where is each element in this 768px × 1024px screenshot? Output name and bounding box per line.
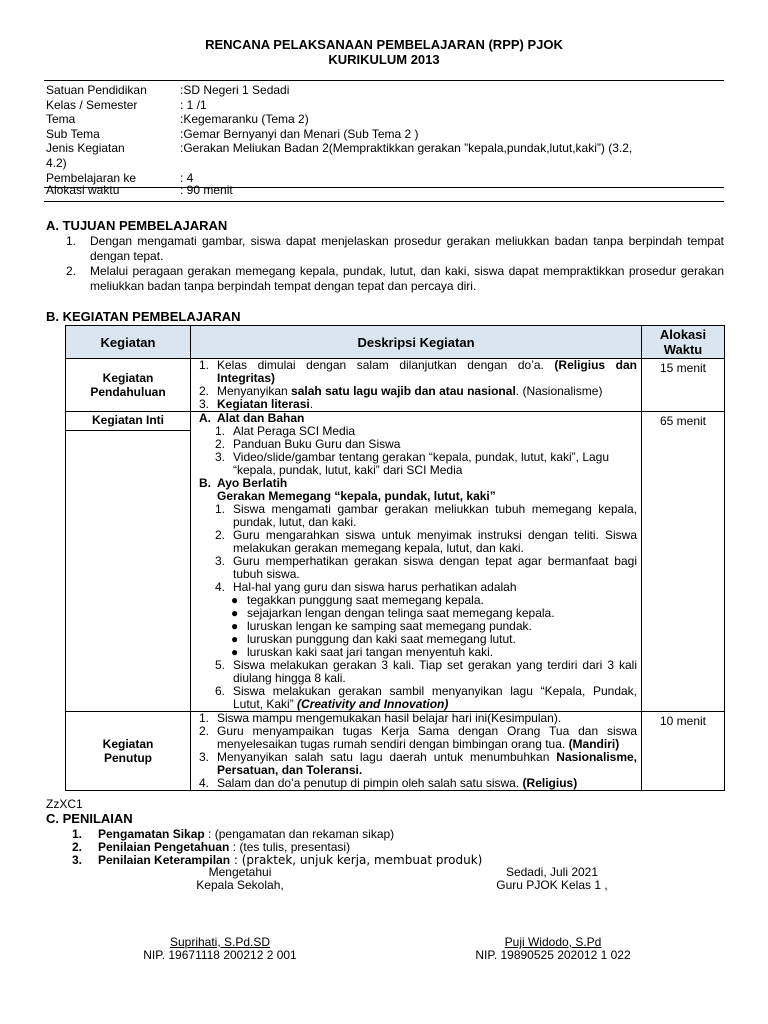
value-tag: (Creativity and Innovation) — [297, 697, 449, 711]
table-row-inti — [66, 412, 725, 712]
identity-label: Alokasi waktu — [46, 183, 120, 198]
item-number: 3. — [72, 853, 83, 867]
bullet-text: sejajarkan lengan dengan telinga saat memegang kepala. — [247, 606, 555, 620]
right-sign-line2: Guru PJOK Kelas 1 , — [496, 878, 608, 892]
identity-label: Pembelajaran ke — [46, 170, 137, 185]
item-after-text: . — [309, 397, 314, 411]
subsection-subtitle: Gerakan Memegang “kepala, pundak, lutut, kaki” — [217, 489, 496, 503]
identity-rule-bottom — [44, 201, 724, 202]
list-item — [195, 398, 637, 411]
column-header-deskripsi: Deskripsi Kegiatan — [191, 326, 642, 359]
left-signature-block — [140, 866, 340, 892]
identity-row-jenis-cont — [46, 156, 726, 171]
activity-time: 65 menit — [642, 412, 725, 712]
table-header-row — [66, 326, 725, 359]
bullet-icon: ● — [231, 632, 239, 646]
value-tag: (Religius) — [522, 776, 578, 790]
item-number: 1. — [72, 827, 83, 841]
item-text: Siswa mampu mengemukakan hasil belajar hari ini(Kesimpulan). — [217, 711, 562, 725]
value-tag: Nasionalisme, Persatuan, dan Toleransi. — [217, 750, 637, 777]
item-text: Siswa mengamati gambar gerakan meliukkan tubuh memegang kepala, pundak, lutut, dan kaki. — [233, 502, 637, 529]
identity-value: :Gerakan Meliukan Badan 2(Mempraktikkan gerakan ”kepala,pundak,lutut,kaki”) (3.2, — [180, 141, 633, 156]
item-number: 1. — [199, 711, 210, 725]
identity-row-tema — [46, 112, 726, 127]
objective-number: 1. — [66, 234, 77, 248]
list-item — [195, 685, 637, 711]
list-item — [195, 451, 637, 477]
activity-table — [65, 325, 725, 791]
identity-label: Satuan Pendidikan — [46, 83, 147, 97]
item-number: 4. — [199, 776, 210, 790]
identity-value: : 4 — [180, 170, 194, 185]
bullet-icon: ● — [231, 606, 239, 620]
identity-row-kelas — [46, 98, 726, 113]
item-number: 1. — [199, 358, 210, 372]
item-number: 6. — [215, 684, 226, 698]
item-text: Video/slide/gambar tentang gerakan “kepala, pundak, lutut, kaki”, Lagu “kepala, pundak, lutut, kaki” dari SCI Media — [233, 450, 610, 477]
item-number: 4. — [215, 580, 226, 594]
activity-description — [191, 712, 642, 791]
list-item — [195, 725, 637, 751]
column-header-alokasi: Alokasi Waktu — [642, 326, 725, 359]
objective-text: Dengan mengamati gambar, siswa dapat menjelaskan prosedur gerakan meliukkan badan tanpa berpindah tempat dengan tepat. — [90, 234, 724, 263]
assessment-text: : (pengamatan dan rekaman sikap) — [204, 827, 395, 841]
identity-block — [46, 83, 726, 197]
item-text: Salam dan do’a penutup di pimpin oleh salah satu siswa. — [217, 776, 523, 790]
item-number: 3. — [215, 554, 226, 568]
list-item — [195, 503, 637, 529]
principal-name: Suprihati, S.Pd.SD — [169, 935, 271, 949]
item-text: Panduan Buku Guru dan Siswa — [233, 437, 401, 451]
item-number: 5. — [215, 658, 226, 672]
section-b-heading: B. KEGIATAN PEMBELAJARAN — [46, 309, 241, 324]
identity-value: :Kegemaranku (Tema 2) — [180, 112, 309, 127]
item-number: 2. — [215, 528, 226, 542]
objective-item — [66, 264, 724, 294]
list-item — [195, 751, 637, 777]
objective-text: Melalui peragaan gerakan memegang kepala, pundak, lutut, dan kaki, siswa dapat mempraktikkan prosedur gerakan meliukkan badan tanpa berpindah tempat dengan tepat dan percaya diri. — [90, 264, 724, 293]
item-number: 2. — [199, 724, 210, 738]
table-row-pendahuluan — [66, 359, 725, 412]
assessment-label: Penilaian Keterampilan — [98, 853, 231, 867]
item-number: 1. — [215, 502, 226, 516]
identity-rule-top — [44, 187, 724, 188]
assessment-text: : (praktek, unjuk kerja, membuat produk) — [230, 853, 483, 867]
identity-row-pembelajaran — [46, 171, 726, 186]
item-after-text: . (Nasionalisme) — [515, 384, 603, 398]
teacher-nip: NIP. 19890525 202012 1 022 — [475, 948, 631, 962]
identity-value: :Gemar Bernyanyi dan Menari (Sub Tema 2 ) — [180, 126, 419, 141]
assessment-label: Penilaian Pengetahuan — [98, 840, 230, 854]
identity-value: :SD Negeri 1 Sedadi — [180, 83, 290, 97]
section-c-heading: C. PENILAIAN — [46, 811, 133, 826]
identity-value: : 1 /1 — [180, 97, 207, 112]
assessment-text: : (tes tulis, presentasi) — [229, 840, 351, 854]
item-text: Menyanyikan salah satu lagu daerah untuk menumbuhkan — [217, 750, 557, 764]
assessment-label: Pengamatan Sikap — [98, 827, 205, 841]
identity-label: Tema — [46, 112, 76, 127]
activity-label-cell — [66, 412, 191, 712]
item-number: 3. — [199, 397, 210, 411]
assessment-list — [72, 828, 482, 867]
identity-label: Kelas / Semester — [46, 97, 138, 112]
right-sign-line1: Sedadi, Juli 2021 — [505, 865, 599, 879]
activity-description — [191, 359, 642, 412]
item-bold-text: salah satu lagu wajib dan atau nasional — [291, 384, 516, 398]
item-bold-text: Kegiatan literasi — [217, 397, 310, 411]
identity-row-subtema — [46, 127, 726, 142]
document-title: RENCANA PELAKSANAAN PEMBELAJARAN (RPP) PJOK — [205, 37, 563, 52]
identity-value: : 90 menit — [180, 183, 233, 198]
item-text: Menyanyikan — [217, 384, 292, 398]
identity-label: Jenis Kegiatan — [46, 141, 125, 156]
bullet-icon: ● — [231, 593, 239, 607]
left-sign-line1: Mengetahui — [208, 865, 272, 879]
activity-label: Kegiatan Pendahuluan — [66, 359, 191, 412]
subsection-title: Alat dan Bahan — [217, 411, 305, 425]
column-header-kegiatan: Kegiatan — [66, 326, 191, 359]
right-signatory — [433, 936, 673, 962]
activity-time: 15 menit — [642, 359, 725, 412]
right-signature-block — [452, 866, 652, 892]
item-text: Guru mengarahkan siswa untuk menyimak instruksi dengan teliti. Siswa melakukan gerakan memegang kepala, lutut, dan kaki. — [233, 528, 637, 555]
list-item — [195, 555, 637, 581]
subsection-letter: B. — [199, 476, 211, 490]
section-a-heading: A. TUJUAN PEMBELAJARAN — [46, 218, 228, 233]
item-text: Hal-hal yang guru dan siswa harus perhatikan adalah — [233, 580, 517, 594]
list-item — [195, 777, 637, 790]
bullet-text: luruskan punggung dan kaki saat memegang lutut. — [247, 632, 516, 646]
activity-label: Kegiatan Inti — [66, 412, 190, 431]
activity-label: Kegiatan Penutup — [66, 712, 191, 791]
value-tag: (Religius dan Integritas) — [217, 358, 637, 385]
left-signatory — [100, 936, 340, 962]
subsection-title: Ayo Berlatih — [217, 476, 288, 490]
stray-text: ZzXC1 — [46, 797, 83, 811]
item-number: 2. — [215, 437, 226, 451]
objectives-list — [66, 234, 724, 294]
principal-nip: NIP. 19671118 200212 2 001 — [143, 948, 297, 962]
list-item — [195, 529, 637, 555]
item-text: Alat Peraga SCI Media — [233, 424, 356, 438]
bullet-text: luruskan kaki saat jari tangan menyentuh kaki. — [247, 645, 494, 659]
bullet-icon: ● — [231, 619, 239, 633]
item-number: 3. — [199, 750, 210, 764]
teacher-name: Puji Widodo, S.Pd — [504, 935, 602, 949]
item-text: Guru memperhatikan gerakan siswa dengan tepat agar bermanfaat bagi tubuh siswa. — [233, 554, 637, 581]
bullet-text: tegakkan punggung saat memegang kepala. — [247, 593, 484, 607]
list-item — [195, 359, 637, 385]
item-number: 2. — [72, 840, 83, 854]
left-sign-line2: Kepala Sekolah, — [196, 878, 284, 892]
identity-value-continuation: 4.2) — [46, 155, 67, 170]
objective-number: 2. — [66, 264, 77, 278]
value-tag: (Mandiri) — [568, 737, 620, 751]
document-subtitle: KURIKULUM 2013 — [328, 52, 440, 67]
item-number: 2. — [199, 384, 210, 398]
item-text: Siswa melakukan gerakan 3 kali. Tiap set gerakan yang terdiri dari 3 kali diulang hingga 8 kali. — [233, 658, 637, 685]
activity-description — [191, 412, 642, 712]
objective-item — [66, 234, 724, 264]
header-rule — [44, 80, 724, 81]
bullet-text: luruskan lengan ke samping saat memegang pundak. — [247, 619, 532, 633]
item-text: Kelas dimulai dengan salam dilanjutkan dengan do’a. — [217, 358, 555, 372]
subsection-letter: A. — [199, 411, 211, 425]
bullet-icon: ● — [231, 645, 239, 659]
table-row-penutup — [66, 712, 725, 791]
item-text: Siswa melakukan gerakan sambil menyanyikan lagu “Kepala, Pundak, Lutut, Kaki” — [233, 684, 637, 711]
identity-row-jenis — [46, 141, 726, 156]
item-number: 3. — [215, 450, 226, 464]
list-item — [195, 659, 637, 685]
activity-time: 10 menit — [642, 712, 725, 791]
item-number: 1. — [215, 424, 226, 438]
identity-label: Sub Tema — [46, 126, 100, 141]
item-text: Guru menyampaikan tugas Kerja Sama dengan Orang Tua dan siswa menyelesaikan tugas rumah sendiri dengan bimbingan orang tua. — [217, 724, 637, 751]
identity-row-satuan — [46, 83, 726, 98]
